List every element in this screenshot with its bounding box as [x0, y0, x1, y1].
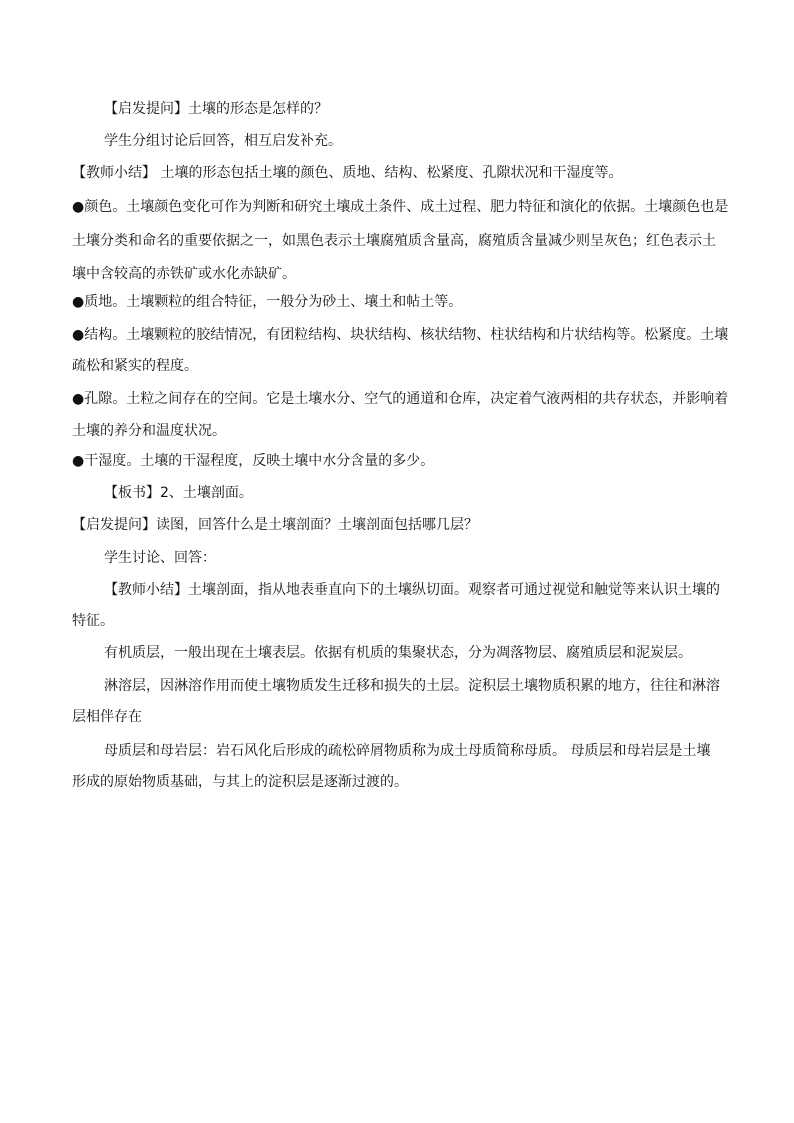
- text-line: 【教师小结】土壤剖面，指从地表垂直向下的土壤纵切面。观察者可通过视觉和触觉等来认识土壤的: [104, 582, 720, 598]
- text-line: 【启发提问】土壤的形态是怎样的？: [104, 101, 328, 117]
- text-line: ●质地。土壤颗粒的组合特征，一般分为砂土、壤土和帖土等。: [72, 294, 463, 310]
- text-line: ●干湿度。土壤的干湿程度，反映土壤中水分含量的多少。: [72, 453, 435, 469]
- text-line: 母质层和母岩层：岩石风化后形成的疏松碎屑物质称为成土母质简称母质。 母质层和母岩层是土壤: [104, 743, 711, 759]
- text-line: 层相伴存在: [72, 709, 142, 725]
- text-line: 学生分组讨论后回答，相互启发补充。: [104, 133, 342, 149]
- text-line: 形成的原始物质基础，与其上的淀积层是逐渐过渡的。: [72, 774, 408, 790]
- text-line: 有机质层，一般出现在土壤表层。依据有机质的集聚状态，分为凋落物层、腐殖质层和泥炭层。: [104, 645, 692, 661]
- text-line: 淋溶层，因淋溶作用而使土壤物质发生迁移和损失的土层。淀积层土壤物质积累的地方，往往和淋溶: [104, 678, 720, 694]
- text-line: 【教师小结】 土壤的形态包括土壤的颜色、质地、结构、松紧度、孔隙状况和干湿度等。: [72, 165, 623, 181]
- text-line: 疏松和紧实的程度。: [72, 358, 198, 374]
- text-line: ●孔隙。土粒之间存在的空间。它是土壤水分、空气的通道和仓库，决定着气液两相的共存状态，并影响着: [72, 391, 729, 407]
- text-line: ●结构。土壤颗粒的胶结情况，有团粒结构、块状结构、核状结物、柱状结构和片状结构等。松紧度。土壤: [72, 327, 729, 343]
- text-line: 特征。: [72, 613, 114, 629]
- text-line: 学生讨论、回答：: [104, 550, 216, 566]
- text-line: 壤中含较高的赤铁矿或水化赤缺矿。: [72, 266, 296, 282]
- text-line: 【板书】2、土壤剖面。: [104, 485, 253, 501]
- text-line: 土壤分类和命名的重要依据之一，如黑色表示土壤腐殖质含量高，腐殖质含量减少则呈灰色；红色表示土: [72, 233, 716, 249]
- text-line: ●颜色。土壤颜色变化可作为判断和研究土壤成土条件、成土过程、肥力特征和演化的依据。土壤颜色也是: [72, 199, 729, 215]
- text-line: 土壤的养分和温度状况。: [72, 423, 226, 439]
- text-line: 【启发提问】读图，回答什么是土壤剖面？土壤剖面包括哪几层？: [72, 517, 478, 533]
